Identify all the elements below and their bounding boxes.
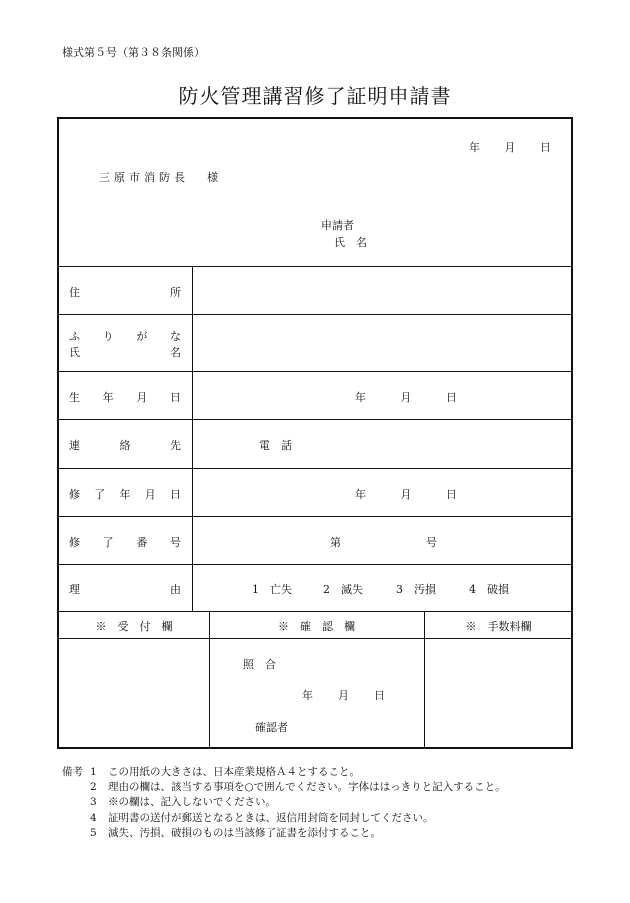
reason-option-destroyed[interactable]: 2 滅失 <box>323 583 363 596</box>
row-divider <box>59 611 571 612</box>
confirmer-label: 確認者 <box>255 721 288 734</box>
notes-section <box>62 765 506 841</box>
row-divider <box>59 419 571 420</box>
reason-option-damaged[interactable]: 4 破損 <box>469 583 509 596</box>
row-divider <box>59 468 571 469</box>
contact-label: 連 絡 先 <box>69 439 181 452</box>
application-form <box>57 117 573 749</box>
note-item: 備考 1 この用紙の大きさは、日本産業規格Ａ４とすること。 <box>62 765 506 780</box>
notes-label: 備考 <box>62 766 83 778</box>
note-item: 5 滅失、汚損、破損のものは当該修了証書を添付すること。 <box>90 826 381 839</box>
month-label: 月 <box>504 141 516 154</box>
note-item: 4 証明書の送付が郵送となるときは、返信用封筒を同封してください。 <box>90 811 434 824</box>
name-field[interactable] <box>199 319 569 367</box>
reason-option-lost[interactable]: 1 亡失 <box>252 583 292 596</box>
completion-date-field[interactable]: 年 月 日 <box>355 488 457 501</box>
note-item: 2 理由の欄は、該当する事項を○で囲んでください。字体ははっきりと記入すること。 <box>90 781 506 794</box>
row-divider <box>59 564 571 565</box>
application-date[interactable] <box>469 139 551 155</box>
row-divider <box>59 516 571 517</box>
row-divider <box>59 266 571 267</box>
phone-field[interactable] <box>299 425 569 463</box>
completion-number-label: 修 了 番 号 <box>69 536 181 549</box>
completion-number-field[interactable]: 第 号 <box>330 536 437 549</box>
honorific: 様 <box>207 171 218 184</box>
address-label: 住 所 <box>69 286 181 299</box>
birthdate-field[interactable]: 年 月 日 <box>355 391 457 404</box>
addressee: 三原市消防長 <box>99 171 189 184</box>
page-title: 防火管理講習修了証明申請書 <box>178 84 452 108</box>
year-label: 年 <box>469 141 480 154</box>
verify-label: 照 合 <box>243 658 276 671</box>
day-label: 日 <box>540 141 551 154</box>
applicant-label: 申請者 <box>321 219 354 232</box>
reception-column-header: ※ 受 付 欄 <box>95 620 173 633</box>
form-number: 様式第５号（第３８条関係） <box>62 46 205 59</box>
label-column-divider <box>192 266 193 612</box>
confirmation-date: 年 月 日 <box>302 689 385 702</box>
phone-label: 電 話 <box>259 439 292 452</box>
confirmation-column-header: ※ 確 認 欄 <box>278 620 355 633</box>
fee-column-header: ※ 手数料欄 <box>465 620 532 633</box>
reason-option-soiled[interactable]: 3 汚損 <box>396 583 436 596</box>
note-item: 3 ※の欄は、記入しないでください。 <box>90 796 276 809</box>
name-label: 氏 名 <box>69 346 181 359</box>
completion-date-label: 修 了 年 月 日 <box>69 488 181 501</box>
row-divider <box>59 314 571 315</box>
applicant-name-label: 氏 名 <box>334 236 367 249</box>
birthdate-label: 生 年 月 日 <box>69 391 181 404</box>
furigana-label: ふ り が な <box>69 330 181 343</box>
row-divider <box>59 371 571 372</box>
address-field[interactable] <box>199 271 569 309</box>
row-divider <box>59 638 571 639</box>
reason-label: 理 由 <box>69 583 181 596</box>
